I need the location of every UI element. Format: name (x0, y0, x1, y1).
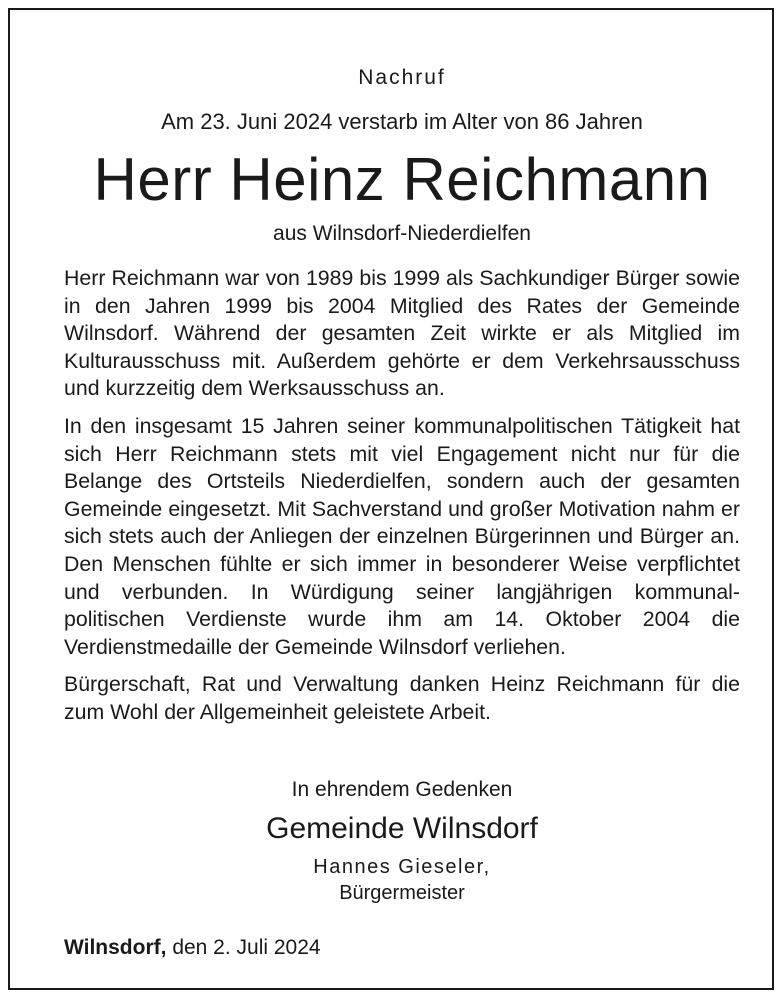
remembrance-line: In ehrendem Gedenken (291, 778, 513, 801)
body-paragraph-3: Bürgerschaft, Rat und Verwaltung danken Heinz Reichmann für die zum Wohl der Allgemeinheit geleistete Arbeit. (64, 672, 740, 724)
dateline (64, 936, 321, 960)
organization-name: Gemeinde Wilnsdorf (266, 812, 538, 845)
dateline-place: Wilnsdorf, (64, 936, 167, 959)
obituary-body (64, 265, 740, 737)
body-paragraph-1: Herr Reichmann war von 1989 bis 1999 als Sachkundiger Bürger sowie in den Jahren 1999 bis 2004 Mitglied des Rates der Gemeinde Wilnsdorf. Während der gesamten Zeit wirkte er als Mitglied im Kulturausschuss mit. Außerdem gehörte er dem Verkehrsausschuss und kurzzeitig dem Werksausschuss an. (64, 266, 740, 401)
obituary-frame (8, 8, 774, 990)
deceased-origin: aus Wilnsdorf-Niederdielfen (273, 222, 531, 245)
signatory-name: Hannes Gieseler, (313, 856, 491, 878)
signatory-role: Bürgermeister (339, 882, 465, 904)
death-announcement: Am 23. Juni 2024 verstarb im Alter von 86 Jahren (161, 109, 643, 134)
body-paragraph-2: In den insgesamt 15 Jahren seiner kommunalpolitischen Tätigkeit hat sich Herr Reichmann stets mit viel Engagement nicht nur für die Belange des Ortsteils Niederdielfen, sondern auch der gesamten Gemeinde eingesetzt. Mit Sachverstand und großer Motivation nahm er sich stets auch der Anliegen der einzelnen Bürgerinnen und Bürger an. Den Menschen fühlte er sich immer in besonderer Weise verpflichtet und verbunden. In Würdigung seiner langjährigen kommunal-politischen Verdienste wurde ihm am 14. Oktober 2004 die Verdienstmedaille der Gemeinde Wilnsdorf verliehen. (64, 413, 740, 659)
closing-block (64, 776, 740, 906)
notice-label: Nachruf (358, 66, 446, 89)
deceased-name: Herr Heinz Reichmann (93, 146, 711, 213)
dateline-date: den 2. Juli 2024 (172, 936, 321, 959)
